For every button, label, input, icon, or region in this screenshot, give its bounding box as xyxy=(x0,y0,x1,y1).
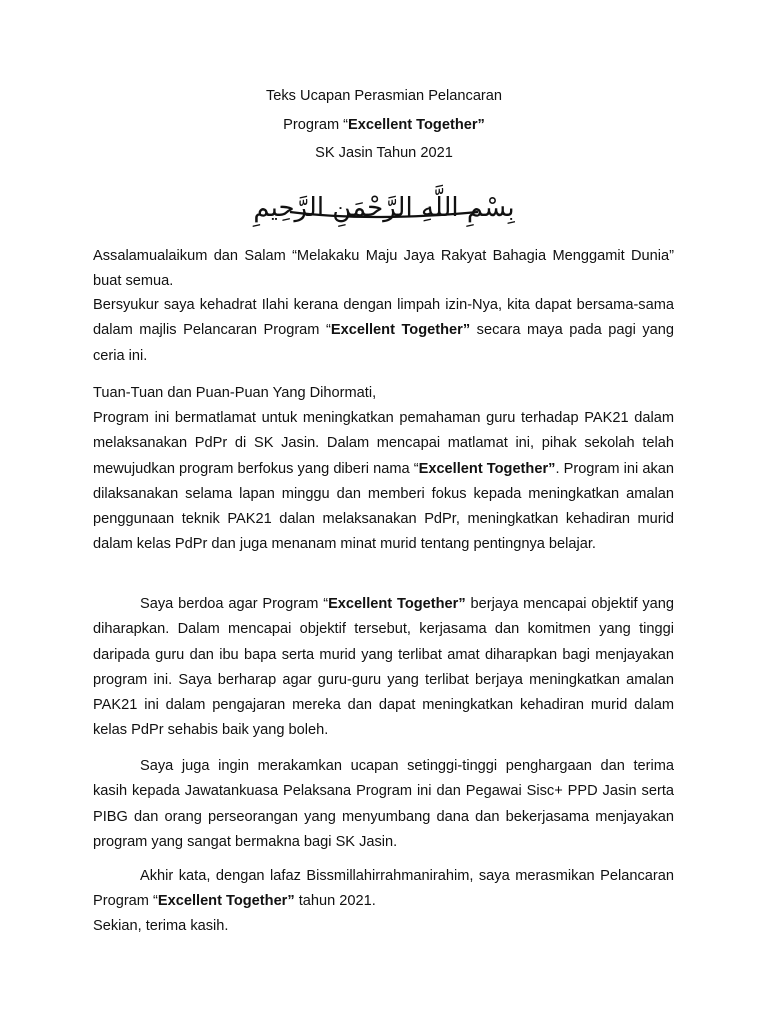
paragraph-doa xyxy=(93,592,674,744)
salam-text: Assalamualaikum dan Salam “Melakaku Maju Jaya Rakyat Bahagia Menggamit Dunia” buat semua. xyxy=(93,248,674,290)
paragraph-penghargaan xyxy=(93,754,674,855)
title-line-1: Teks Ucapan Perasmian Pelancaran xyxy=(265,88,503,104)
title-line-2-prefix: Program “ xyxy=(283,117,349,133)
doa-text-start: Saya berdoa agar Program “ xyxy=(140,596,329,612)
title-line-3: SK Jasin Tahun 2021 xyxy=(315,145,453,161)
program-name-bold: Excellent Together” xyxy=(157,893,295,910)
paragraph-greeting xyxy=(93,381,674,406)
objective-text-start: Program ini bermatlamat untuk meningkatkan pemahaman guru terhadap PAK21 dalam melaksanakan PdPr di SK Jasin. Dalam mencapai matlamat ini, pihak sekolah telah mewujudkan program berfokus yang diberi nama “ xyxy=(93,410,674,477)
akhir-kata-text-start: Akhir kata, dengan lafaz Bissmillahirrahmanirahim, saya merasmikan Pelancaran Program “ xyxy=(93,868,674,910)
paragraph-bersyukur xyxy=(93,293,674,369)
bismillah-text: بِسْمِ اللَّهِ الرَّحْمَنِ الرَّحِيمِ xyxy=(253,193,515,223)
program-name-bold: Excellent Together” xyxy=(328,596,466,612)
bismillah-calligraphy-icon xyxy=(250,178,518,232)
bersyukur-text-end: secara maya pada pagi yang ceria ini. xyxy=(93,322,675,364)
paragraph-akhir-kata xyxy=(93,864,674,915)
program-name-bold: Excellent Together” xyxy=(418,460,556,477)
bersyukur-text-start: Bersyukur saya kehadrat Ilahi kerana dengan limpah izin-Nya, kita dapat bersama-sama dalam majlis Pelancaran Program “ xyxy=(93,297,674,339)
greeting-text: Tuan-Tuan dan Puan-Puan Yang Dihormati, xyxy=(93,385,377,401)
penghargaan-text: Saya juga ingin merakamkan ucapan setinggi-tinggi penghargaan dan terima kasih kepada Jawatankuasa Pelaksana Program ini dan Pegawai Sisc+ PPD Jasin serta PIBG dan orang perseorangan yang menyumbang dana dan bekerjasama menjayakan program yang sangat bermakna bagi SK Jasin. xyxy=(93,758,674,850)
title-line-2 xyxy=(0,116,768,134)
paragraph-objective xyxy=(93,406,674,558)
akhir-kata-text-end: tahun 2021. xyxy=(294,893,376,910)
objective-text-end: . Program ini akan dilaksanakan selama lapan minggu dan memberi fokus kepada meningkatkan amalan penggunaan teknik PAK21 dalan melaksanakan PdPr, meningkatkan kehadiran murid dalam kelas PdPr dan juga menanam minat murid tentang pentingnya belajar. xyxy=(93,460,675,553)
doa-text-end: berjaya mencapai objektif yang diharapkan. Dalam mencapai objektif tersebut, kerjasama dan komitmen yang tinggi daripada guru dan ibu bapa serta murid yang terlibat amat diharapkan bagi menjayakan program ini. Saya berharap agar guru-guru yang terlibat berjaya meningkatkan amalan PAK21 ini dalam pengajaran mereka dan dapat meningkatkan kehadiran murid dalam kelas PdPr sehabis baik yang boleh. xyxy=(93,596,675,739)
program-name-bold: Excellent Together” xyxy=(348,117,485,133)
paragraph-salam xyxy=(93,244,674,295)
paragraph-closing xyxy=(93,914,674,939)
closing-text: Sekian, terima kasih. xyxy=(93,918,229,934)
program-name-bold: Excellent Together” xyxy=(330,322,471,339)
